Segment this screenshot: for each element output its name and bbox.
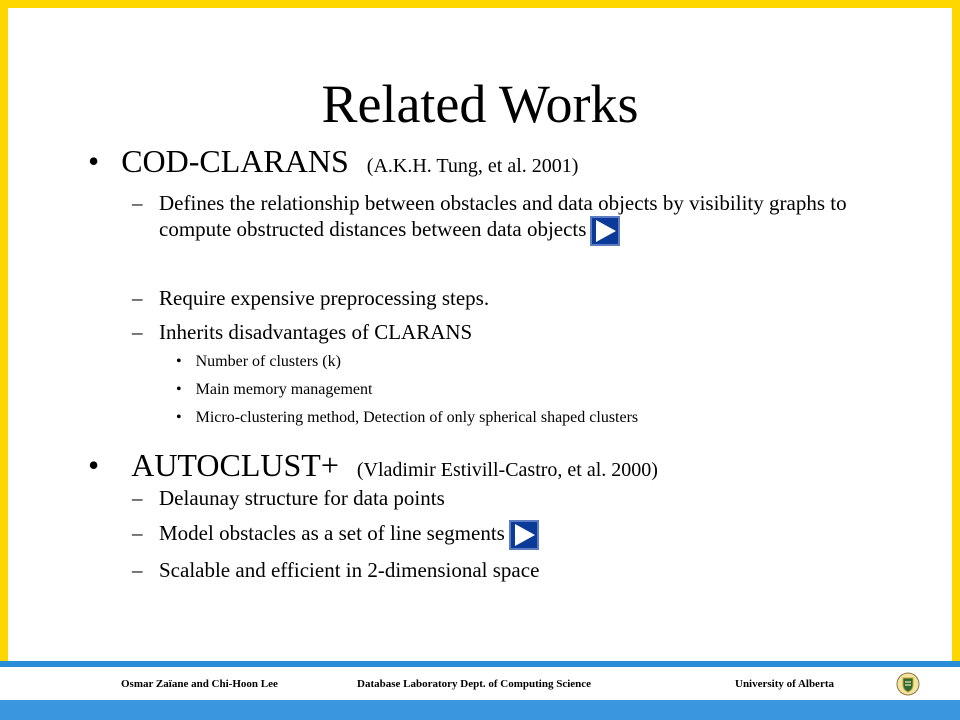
dash-marker: – — [132, 558, 143, 582]
dash-marker: – — [132, 320, 143, 344]
section-heading-cod-clarans — [88, 142, 578, 185]
heading-citation: (Vladimir Estivill-Castro, et al. 2000) — [356, 459, 658, 481]
list-item — [132, 319, 472, 345]
university-crest-icon — [896, 672, 920, 696]
footer-stripe — [0, 700, 960, 720]
list-item-text-wrap — [159, 190, 849, 246]
bullet: • — [88, 143, 100, 179]
dash-marker: – — [132, 191, 143, 215]
heading-citation: (A.K.H. Tung, et al. 2001) — [366, 155, 579, 177]
bullet: • — [176, 381, 182, 398]
sub-list-item-text: Micro-clustering method, Detection of only spherical shaped clusters — [195, 409, 639, 426]
list-item-text: Defines the relationship between obstacles and data objects by visibility graphs to compute obstructed distances between data objects — [159, 191, 847, 241]
heading-text: AUTOCLUST+ — [131, 447, 339, 483]
list-item-text: Model obstacles as a set of line segments — [159, 521, 505, 545]
list-item — [132, 285, 489, 311]
footer-authors: Osmar Zaïane and Chi-Hoon Lee — [121, 678, 278, 690]
heading-text: COD-CLARANS — [121, 143, 349, 179]
list-item-text: Require expensive preprocessing steps. — [159, 286, 490, 310]
bullet: • — [176, 409, 182, 426]
footer-lab: Database Laboratory Dept. of Computing Science — [357, 678, 592, 690]
triangle-icon — [596, 220, 616, 242]
footer-university: University of Alberta — [735, 678, 834, 690]
slide-title: Related Works — [321, 74, 639, 134]
sub-list-item-text: Main memory management — [195, 381, 373, 398]
bullet: • — [176, 353, 182, 370]
dash-marker: – — [132, 486, 143, 510]
dash-marker: – — [132, 286, 143, 310]
sub-list-item-text: Number of clusters (k) — [195, 353, 341, 370]
play-next-icon[interactable] — [590, 216, 620, 246]
sub-list-item — [176, 408, 638, 428]
list-item — [132, 190, 849, 246]
play-next-icon[interactable] — [509, 520, 539, 550]
list-item-text: Scalable and efficient in 2-dimensional space — [159, 558, 540, 582]
list-item — [132, 557, 539, 583]
sub-list-item — [176, 352, 341, 372]
list-item — [132, 520, 539, 550]
list-item — [132, 485, 445, 511]
list-item-text: Inherits disadvantages of CLARANS — [159, 320, 473, 344]
sub-list-item — [176, 380, 372, 400]
dash-marker: – — [132, 521, 143, 545]
footer — [0, 667, 960, 700]
bullet: • — [88, 447, 100, 483]
section-heading-autoclust — [88, 446, 658, 489]
list-item-text: Delaunay structure for data points — [159, 486, 445, 510]
triangle-icon — [515, 524, 535, 546]
